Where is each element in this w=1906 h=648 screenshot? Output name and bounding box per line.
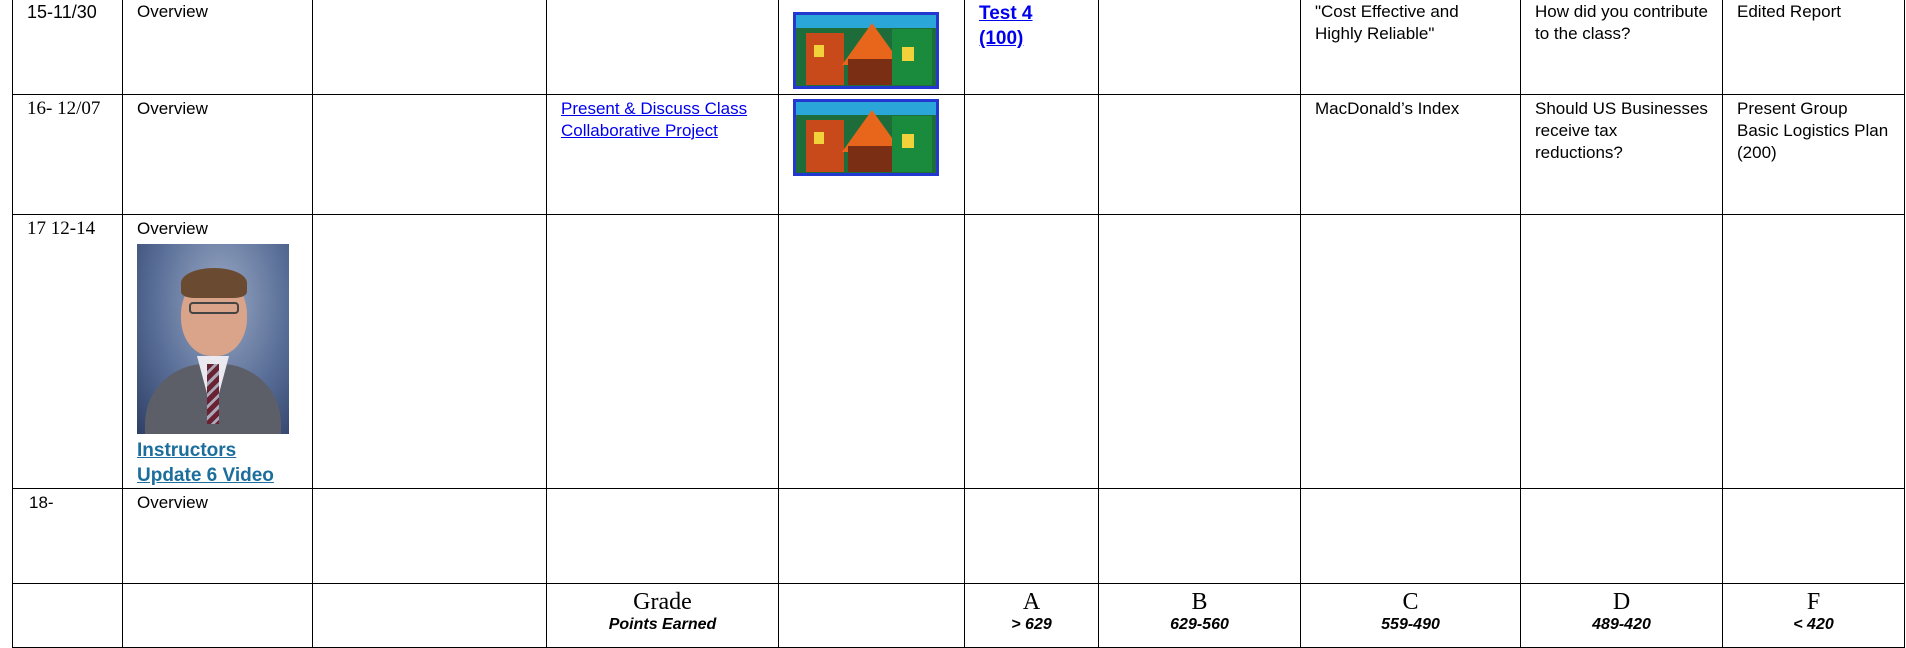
quote-text: MacDonald’s Index (1315, 99, 1460, 118)
empty-cell (547, 0, 779, 95)
question-text: Should US Businesses receive tax reductions? (1535, 99, 1708, 162)
question-cell (1521, 95, 1723, 215)
empty-cell (965, 95, 1099, 215)
grade-row (13, 584, 1905, 648)
empty-cell (1521, 215, 1723, 489)
empty-cell (13, 584, 123, 648)
week-label: 16- 12/07 (27, 98, 101, 119)
quote-cell (1301, 95, 1521, 215)
overview-label: Overview (137, 493, 208, 512)
overview-cell (123, 0, 313, 95)
overview-label: Overview (137, 2, 208, 21)
empty-cell (547, 215, 779, 489)
assignment-text: Present Group Basic Logistics Plan (200) (1737, 99, 1889, 162)
week-cell (13, 95, 123, 215)
empty-cell (123, 584, 313, 648)
grade-range: > 629 (1011, 616, 1052, 633)
empty-cell (1099, 0, 1301, 95)
course-schedule-table (12, 0, 1905, 648)
week-cell (13, 489, 123, 584)
empty-cell (1301, 489, 1521, 584)
empty-cell (1099, 215, 1301, 489)
empty-cell (779, 215, 965, 489)
empty-cell (1723, 215, 1905, 489)
overview-cell (123, 489, 313, 584)
colorful-village-thumbnail-icon[interactable] (793, 99, 939, 176)
empty-cell (779, 584, 965, 648)
empty-cell (1301, 215, 1521, 489)
table-row (13, 0, 1905, 95)
empty-cell (779, 489, 965, 584)
grade-range: 629-560 (1170, 616, 1229, 633)
overview-cell (123, 215, 313, 489)
grade-letter: D (1612, 589, 1631, 615)
grade-letter: C (1402, 589, 1419, 615)
table-row (13, 95, 1905, 215)
grade-d-cell (1521, 584, 1723, 648)
empty-cell (313, 0, 547, 95)
assignment-text: Edited Report (1737, 2, 1841, 21)
grade-b-cell (1099, 584, 1301, 648)
thumbnail-cell (779, 0, 965, 95)
assignment-cell (1723, 0, 1905, 95)
grade-range: 489-420 (1592, 616, 1651, 633)
test-4-link[interactable]: Test 4 (100) (979, 3, 1033, 49)
empty-cell (965, 215, 1099, 489)
empty-cell (313, 215, 547, 489)
table-row (13, 489, 1905, 584)
project-cell (547, 95, 779, 215)
grade-c-cell (1301, 584, 1521, 648)
present-discuss-project-link[interactable]: Present & Discuss Class Collaborative Project (561, 99, 748, 140)
grade-f-cell (1723, 584, 1905, 648)
quote-text: "Cost Effective and Highly Reliable" (1315, 2, 1459, 43)
overview-cell (123, 95, 313, 215)
grade-label: Grade (633, 589, 692, 615)
grade-letter: F (1806, 589, 1821, 615)
assignment-cell (1723, 95, 1905, 215)
thumbnail-cell (779, 95, 965, 215)
empty-cell (1099, 489, 1301, 584)
empty-cell (313, 489, 547, 584)
empty-cell (965, 489, 1099, 584)
test-cell (965, 0, 1099, 95)
empty-cell (313, 95, 547, 215)
grade-a-cell (965, 584, 1099, 648)
empty-cell (1521, 489, 1723, 584)
empty-cell (547, 489, 779, 584)
grade-range: 559-490 (1381, 616, 1440, 633)
table-row (13, 215, 1905, 489)
points-earned-label: Points Earned (608, 616, 717, 633)
question-text: How did you contribute to the class? (1535, 2, 1708, 43)
week-label: 15-11/30 (27, 2, 97, 22)
week-cell (13, 215, 123, 489)
overview-label: Overview (137, 219, 208, 238)
empty-cell (313, 584, 547, 648)
colorful-village-thumbnail-icon[interactable] (793, 12, 939, 89)
grade-letter: A (1022, 589, 1041, 615)
week-label: 17 12-14 (27, 218, 96, 239)
empty-cell (1099, 95, 1301, 215)
week-label: 18- (29, 493, 54, 512)
week-cell (13, 0, 123, 95)
instructors-update-video-link[interactable]: Instructors Update 6 Video (137, 440, 274, 486)
instructor-portrait-photo (137, 244, 289, 434)
empty-cell (1723, 489, 1905, 584)
grade-range: < 420 (1793, 616, 1834, 633)
quote-cell (1301, 0, 1521, 95)
overview-label: Overview (137, 99, 208, 118)
grade-letter: B (1191, 589, 1208, 615)
question-cell (1521, 0, 1723, 95)
grade-label-cell (547, 584, 779, 648)
